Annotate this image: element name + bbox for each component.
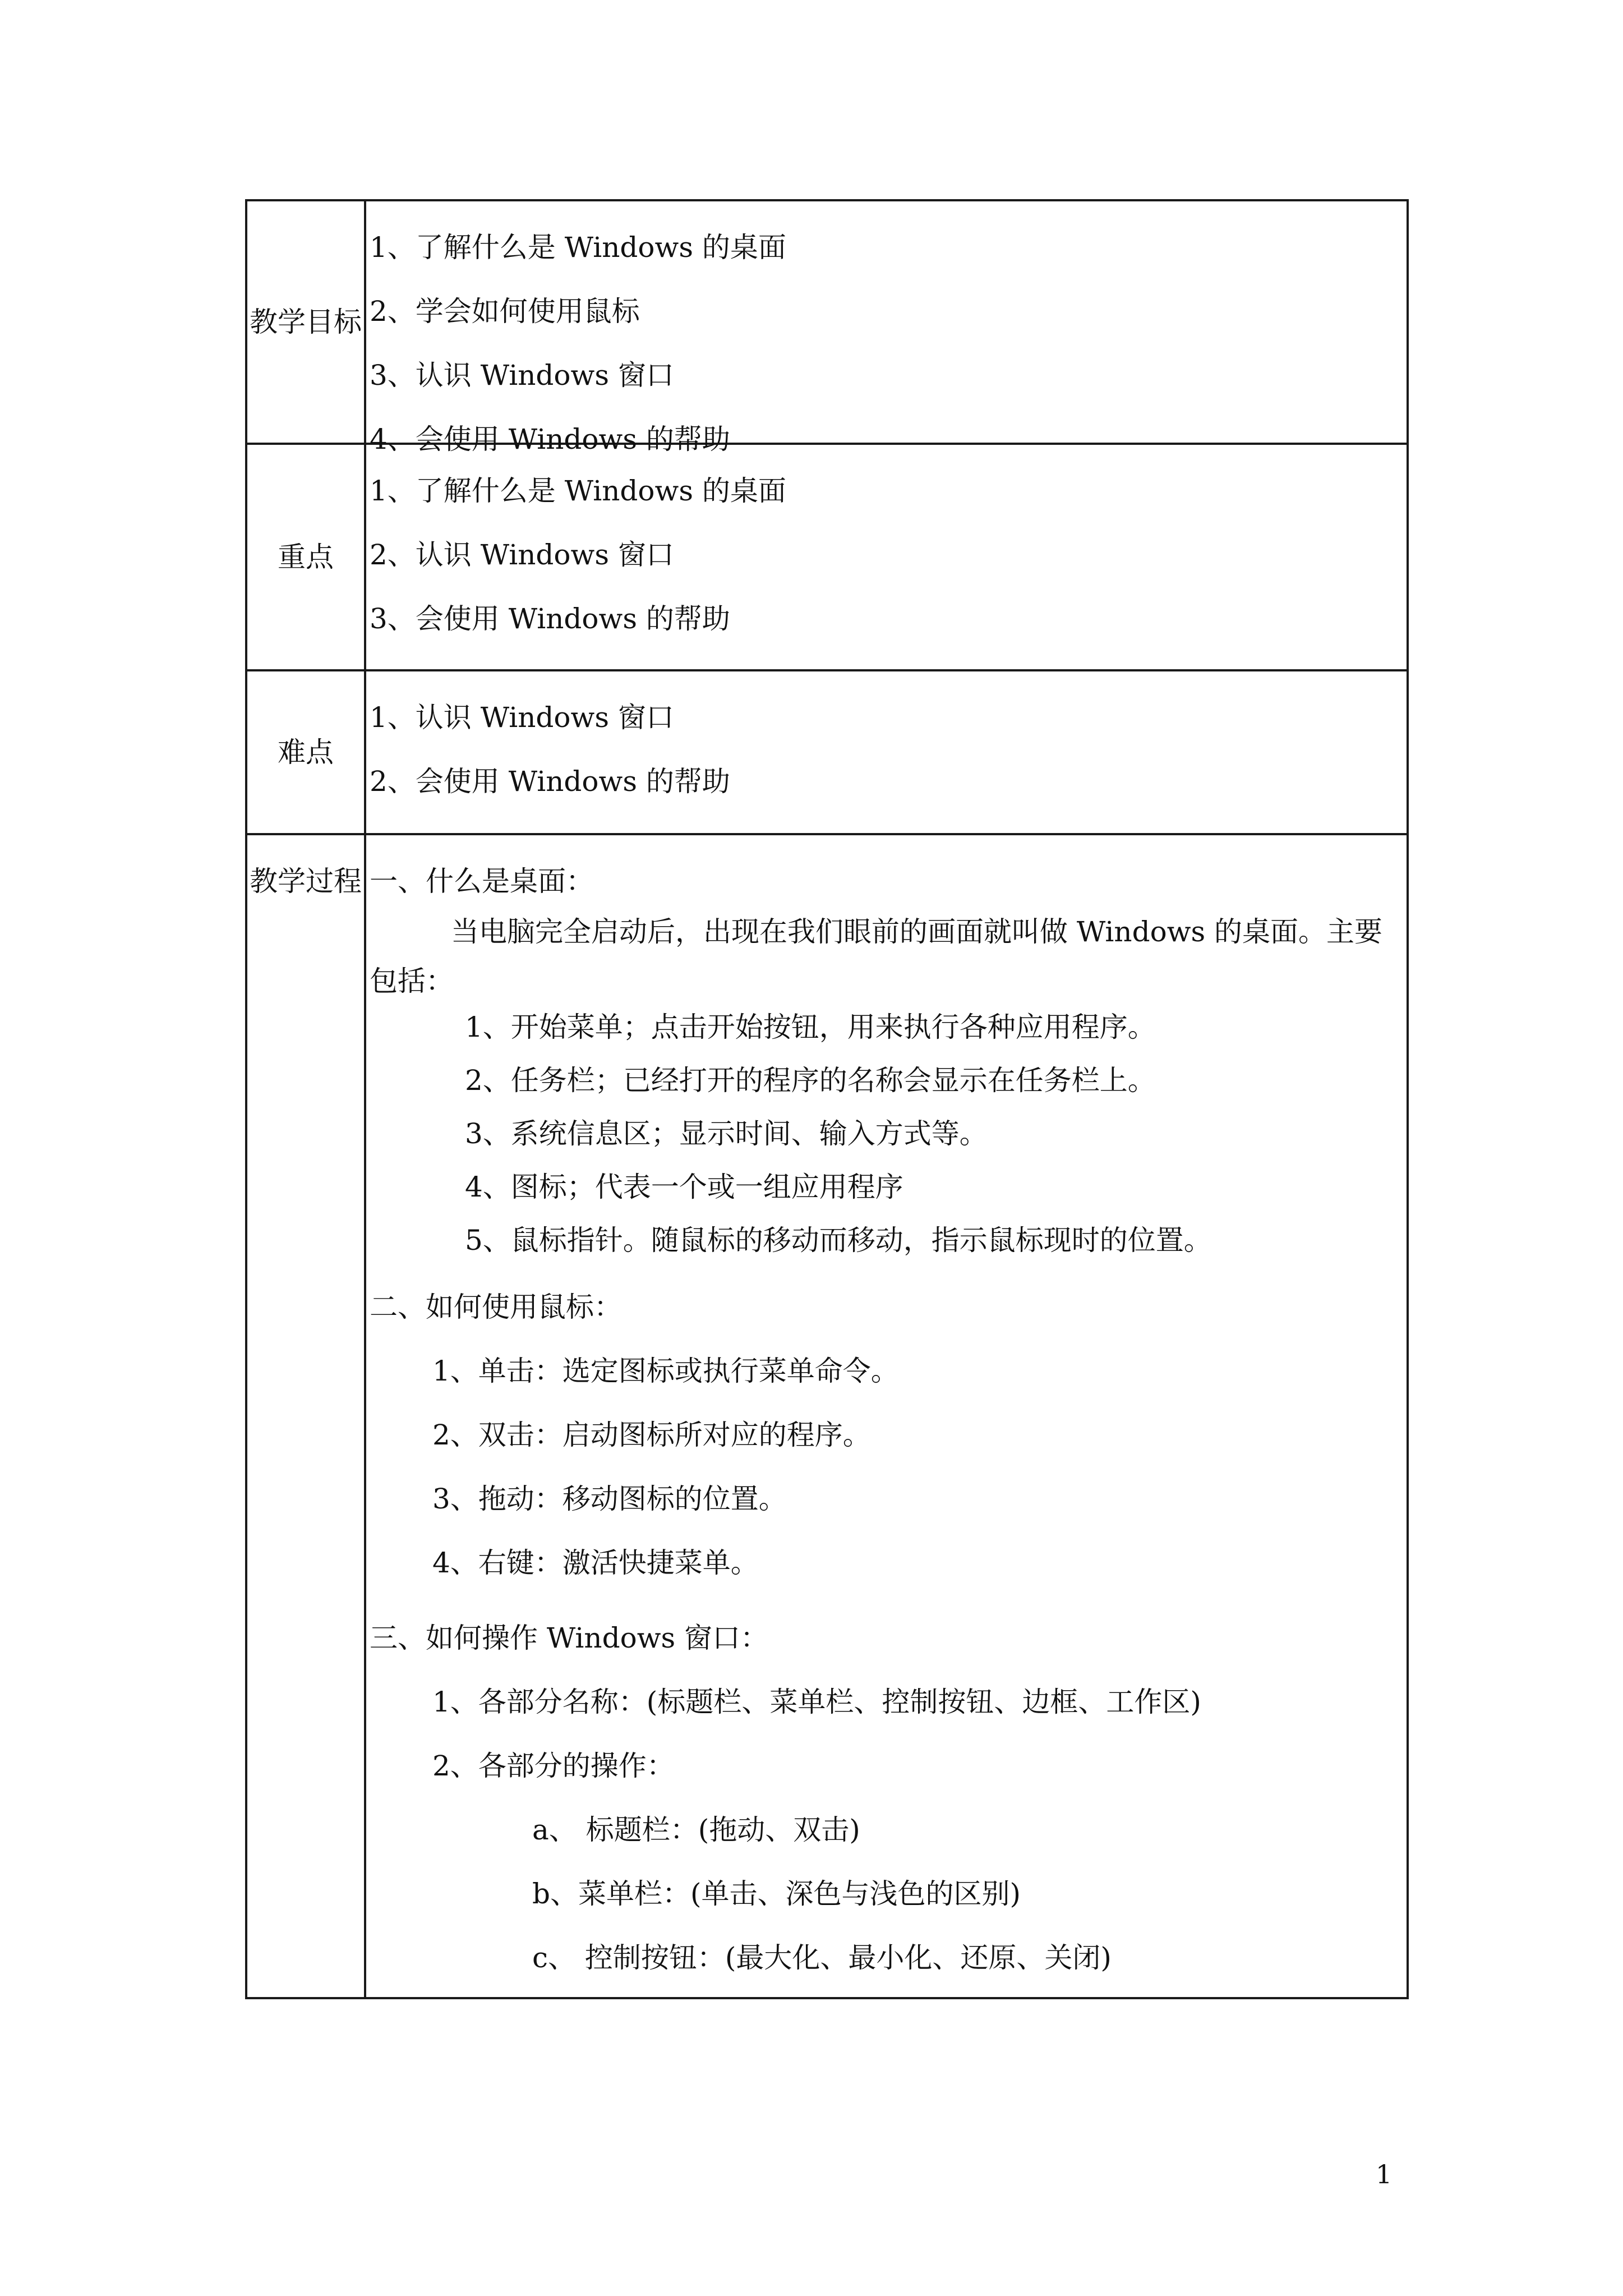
list-item: 1、单击：选定图标或执行菜单命令。 [432,1355,899,1387]
lesson-plan-table [245,199,1409,1999]
sub-list-item: c、 控制按钮：(最大化、最小化、还原、关闭) [532,1941,1112,1974]
list-item: 1、开始菜单；点击开始按钮，用来执行各种应用程序。 [465,1011,1156,1043]
sub-list-item: b、菜单栏：(单击、深色与浅色的区别) [532,1878,1021,1910]
objective-item: 2、学会如何使用鼠标 [370,295,640,328]
objective-item: 4、会使用 Windows 的帮助 [370,423,730,455]
objective-item: 3、认识 Windows 窗口 [370,359,674,392]
list-item: 3、拖动：移动图标的位置。 [432,1483,787,1515]
list-item: 5、鼠标指针。随鼠标的移动而移动，指示鼠标现时的位置。 [465,1224,1212,1257]
key-point-item: 3、会使用 Windows 的帮助 [370,602,730,635]
process-row [246,834,1408,1998]
objectives-label: 教学目标 [246,200,365,444]
list-item: 4、图标；代表一个或一组应用程序 [465,1171,903,1203]
key-points-row [246,444,1408,670]
objectives-cell [365,200,1408,455]
difficulty-item: 1、认识 Windows 窗口 [370,701,674,734]
section-heading: 二、如何使用鼠标： [370,1291,622,1323]
sub-list-item: a、 标题栏：(拖动、双击) [532,1814,860,1846]
difficulties-label: 难点 [246,670,365,834]
key-points-cell [365,444,1408,670]
process-cell [365,834,1408,1998]
key-point-item: 1、了解什么是 Windows 的桌面 [370,475,786,507]
section-heading: 一、什么是桌面： [370,865,594,898]
difficulty-item: 2、会使用 Windows 的帮助 [370,765,730,798]
list-item: 3、系统信息区；显示时间、输入方式等。 [465,1117,988,1150]
difficulties-cell [365,670,1408,834]
key-points-label: 重点 [246,444,365,670]
list-item: 2、任务栏；已经打开的程序的名称会显示在任务栏上。 [465,1064,1156,1097]
list-item: 2、各部分的操作： [432,1750,675,1782]
difficulties-row [246,670,1408,834]
page-number: 1 [1376,2159,1393,2189]
objectives-row [246,200,1408,444]
section-heading: 三、如何操作 Windows 窗口： [370,1622,769,1654]
list-item: 4、右键：激活快捷菜单。 [432,1547,759,1579]
key-point-item: 2、认识 Windows 窗口 [370,539,674,571]
list-item: 1、各部分名称：(标题栏、菜单栏、控制按钮、边框、工作区) [432,1686,1201,1718]
process-label: 教学过程 [246,834,365,1998]
list-item: 2、双击：启动图标所对应的程序。 [432,1419,871,1451]
objective-item: 1、了解什么是 Windows 的桌面 [370,231,786,264]
section-paragraph: 当电脑完全启动后，出现在我们眼前的画面就叫做 Windows 的桌面。主要包括： [370,915,1383,997]
